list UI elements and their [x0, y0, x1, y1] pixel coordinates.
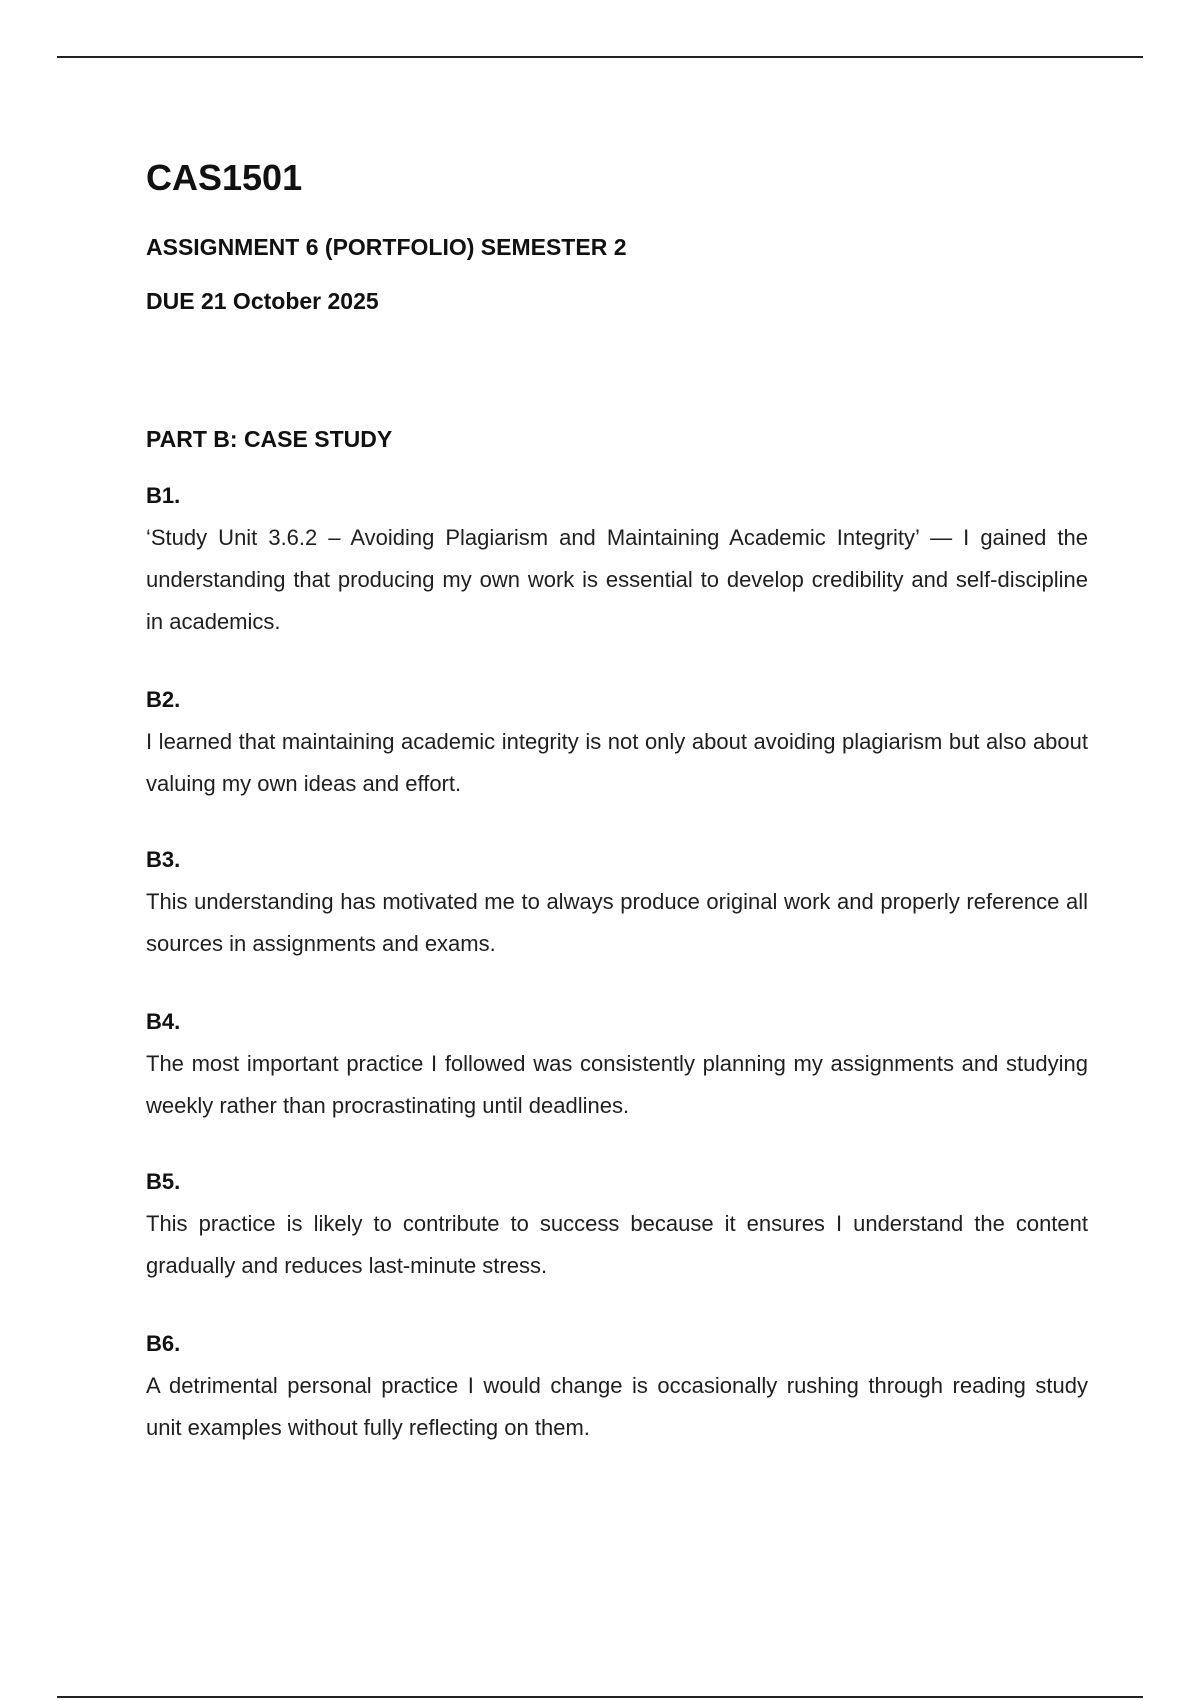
answer-b2: [146, 686, 1088, 805]
answer-text: I learned that maintaining academic integrity is not only about avoiding plagiarism but also about valuing my own ideas and effort.: [146, 729, 1088, 796]
course-code: CAS1501: [146, 157, 303, 198]
assignment-title: ASSIGNMENT 6 (PORTFOLIO) SEMESTER 2: [146, 234, 627, 260]
answer-label: B2.: [146, 687, 181, 712]
answer-b1: [146, 482, 1088, 643]
answer-label: B4.: [146, 1009, 181, 1034]
answer-text: ‘Study Unit 3.6.2 – Avoiding Plagiarism and Maintaining Academic Integrity’ — I gained the understanding that producing my own work is essential to develop credibility and self-discipline in academics.: [146, 525, 1088, 634]
due-date: DUE 21 October 2025: [146, 288, 379, 314]
bottom-divider: [57, 1696, 1143, 1698]
part-title: PART B: CASE STUDY: [146, 426, 393, 452]
answer-b5: [146, 1168, 1088, 1287]
answer-text: This practice is likely to contribute to success because it ensures I understand the content gradually and reduces last-minute stress.: [146, 1211, 1088, 1278]
answer-label: B6.: [146, 1331, 181, 1356]
answer-text: The most important practice I followed was consistently planning my assignments and studying weekly rather than procrastinating until deadlines.: [146, 1051, 1088, 1118]
answer-b4: [146, 1008, 1088, 1127]
answer-label: B1.: [146, 483, 181, 508]
answer-b6: [146, 1330, 1088, 1449]
answer-text: This understanding has motivated me to always produce original work and properly reference all sources in assignments and exams.: [146, 889, 1088, 956]
answer-label: B3.: [146, 847, 181, 872]
answer-label: B5.: [146, 1169, 181, 1194]
answer-b3: [146, 846, 1088, 965]
top-divider: [57, 56, 1143, 58]
answer-text: A detrimental personal practice I would change is occasionally rushing through reading study unit examples without fully reflecting on them.: [146, 1373, 1088, 1440]
